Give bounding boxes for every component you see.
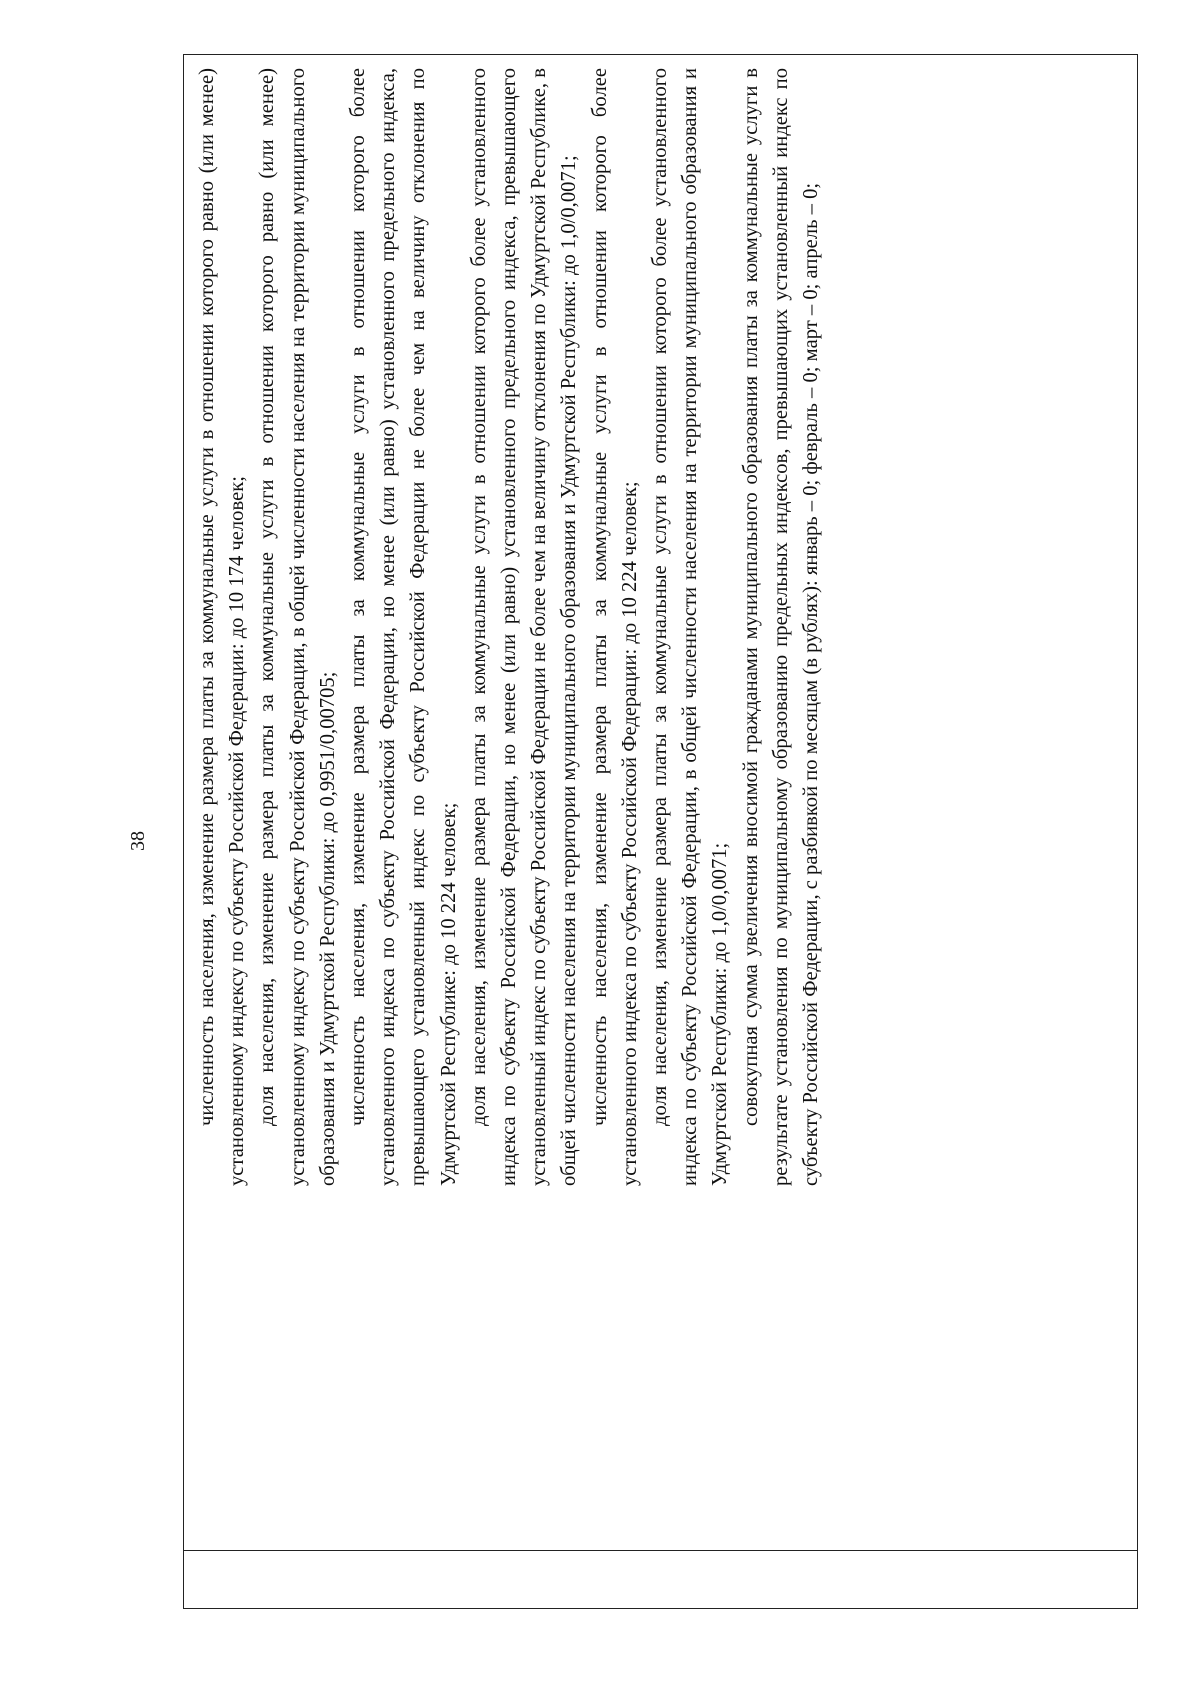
paragraph: совокупная сумма увеличения вносимой гражданами муниципального образования платы за коммунальные услуги в результате установления по муниципальному образованию предельных индексов, превышающих установленный индекс по субъекту Российской Федерации, с разбивкой по месяцам (в рублях): январь – 0; февраль – 0; март – 0; апрель – 0; (739, 68, 823, 1186)
paragraph: численность населения, изменение размера платы за коммунальные услуги в отношении которого более установленного индекса по субъекту Российской Федерации, но менее (или равно) установленного предельного индекса, превышающего установленный индекс по субъекту Российской Федерации не более чем на величину отклонения по Удмуртской Республике: до 10 224 человек; (347, 68, 460, 1186)
paragraph: доля населения, изменение размера платы за коммунальные услуги в отношении которого более установленного индекса по субъекту Российской Федерации, но менее (или равно) установленного предельного индекса, превышающего установленный индекс по субъекту Российской Федерации не более чем на величину отклонения по Удмуртской Республике, в общей численности населения на территории муниципального образования и Удмуртской Республики: до 1,0/0,0071; (467, 68, 581, 1186)
table-cell (189, 60, 1129, 1194)
paragraph: численность населения, изменение размера платы за коммунальные услуги в отношении которого равно (или менее) установленному индексу по субъекту Российской Федерации: до 10 174 человек; (196, 68, 249, 1186)
page-number: 38 (127, 831, 149, 851)
paragraph: доля населения, изменение размера платы за коммунальные услуги в отношении которого равно (или менее) установленному индексу по субъекту Российской Федерации, в общей численности населения на территории муниципального образования и Удмуртской Республики: до 0,9951/0,00705; (256, 68, 339, 1186)
table-column-divider (184, 1550, 1137, 1551)
paragraph: доля населения, изменение размера платы за коммунальные услуги в отношении которого более установленного индекса по субъекту Российской Федерации, в общей численности населения на территории муниципального образования и Удмуртской Республики: до 1,0/0,0071; (649, 68, 732, 1186)
paragraph: численность населения, изменение размера платы за коммунальные услуги в отношении которого более установленного индекса по субъекту Российской Федерации: до 10 224 человек; (588, 68, 641, 1186)
cell-text-block (190, 64, 1128, 1190)
